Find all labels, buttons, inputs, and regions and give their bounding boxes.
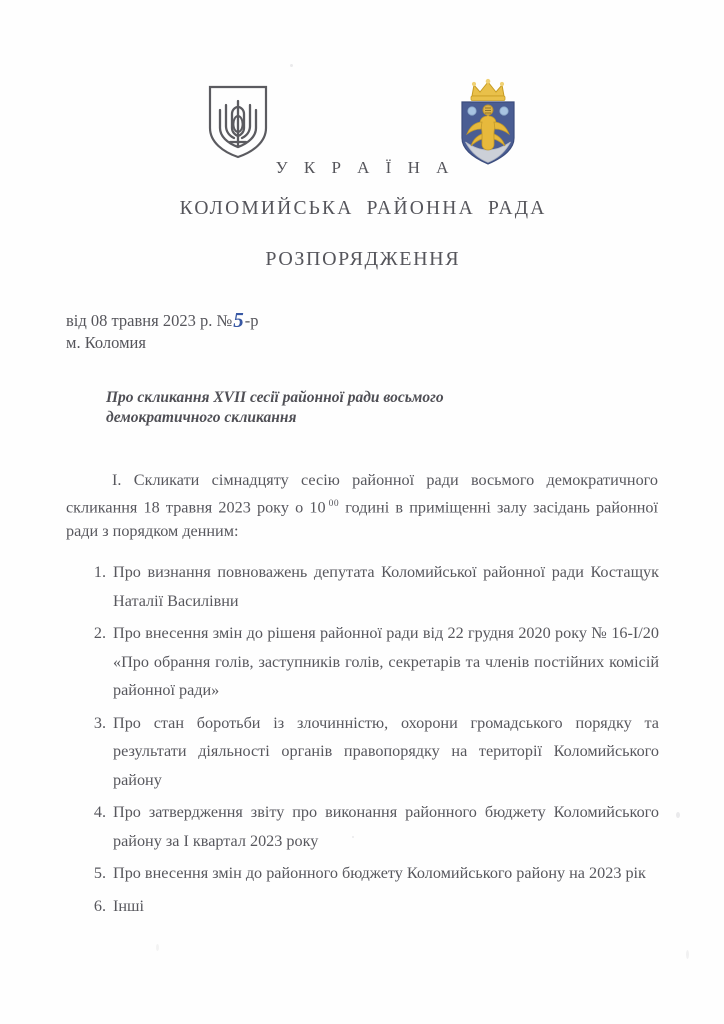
agenda-item — [84, 798, 659, 855]
ukraine-trident-icon — [206, 84, 270, 160]
agenda-item-text: Інші — [113, 896, 145, 915]
scan-artifact — [686, 950, 689, 959]
agenda-item-number: 4. — [93, 803, 106, 821]
country-heading: У К Р А Ї Н А — [275, 158, 455, 177]
intro-text-part-one: I. Скликати сімнадцяту сесію районної ради восьмого демократичного скликання 18 травня 2023 року о 10 — [66, 471, 658, 517]
ivano-frankivsk-coat-of-arms-icon — [452, 78, 524, 168]
intro-paragraph — [66, 468, 658, 543]
agenda-item-number: 3. — [93, 713, 106, 732]
agenda-item — [84, 859, 659, 888]
agenda-item-number: 1. — [93, 563, 106, 581]
time-superscript: 00 — [328, 499, 340, 509]
number-suffix: -р — [244, 311, 259, 330]
agenda-list — [84, 558, 659, 924]
date-number-block — [66, 308, 258, 354]
document-type-heading: РОЗПОРЯДЖЕННЯ — [265, 248, 461, 270]
agenda-item-number: 6. — [93, 896, 106, 915]
agenda-item-text: Про визнання повноважень депутата Коломийської районної ради Костащук Наталії Василівни — [113, 563, 659, 610]
date-and-number-line — [66, 308, 258, 332]
date-prefix: від 08 травня 2023 р. № — [66, 311, 233, 330]
city-line: м. Коломия — [66, 333, 146, 352]
agenda-item — [84, 619, 659, 705]
council-heading: КОЛОМИЙСЬКА РАЙОННА РАДА — [179, 198, 547, 219]
agenda-item-text: Про внесення змін до рішеня районної ради від 22 грудня 2020 року № 16-I/20 «Про обрання голів, заступників голів, секретарів та членів постійних комісій районної ради» — [113, 624, 659, 699]
agenda-item-text: Про внесення змін до районного бюджету Коломийського району на 2023 рік — [113, 864, 646, 882]
agenda-item-number: 5. — [93, 864, 106, 882]
intro-text-part-two: годині в приміщенні залу засідань районної ради з порядком денним: — [66, 498, 658, 541]
scan-artifact — [676, 812, 680, 818]
agenda-item-text: Про стан боротьби із злочинністю, охорони громадського порядку та результати діяльності органів правопорядку на території Коломийського району — [113, 713, 659, 789]
agenda-item-number: 2. — [93, 624, 106, 642]
handwritten-document-number: 5 — [233, 308, 244, 332]
emblem-row — [0, 78, 724, 170]
agenda-item — [84, 709, 659, 795]
agenda-item — [84, 558, 659, 615]
agenda-item-text: Про затвердження звіту про виконання районного бюджету Коломийського району за I квартал 2023 року — [113, 803, 659, 850]
scan-artifact — [290, 64, 293, 67]
document-subject: Про скликання XVII сесії районної ради восьмого демократичного скликання — [106, 389, 444, 426]
agenda-item — [84, 892, 659, 921]
scan-artifact — [156, 944, 159, 951]
